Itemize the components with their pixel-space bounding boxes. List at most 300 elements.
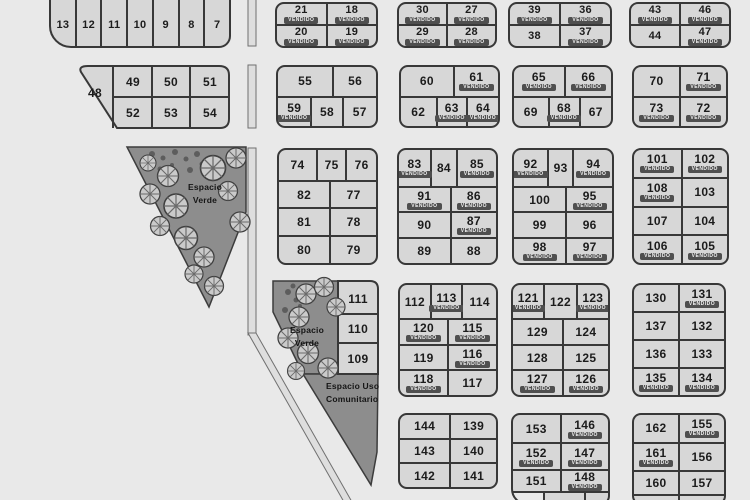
lot-10[interactable] [128, 0, 152, 46]
lot-number: 126 [575, 372, 597, 387]
lot-number: 28 [465, 25, 478, 38]
espacio-uso-comunitario-label: Espacio Uso Comunitario [326, 381, 380, 405]
lot-52[interactable]: 52 [126, 106, 140, 120]
lot-156[interactable] [680, 444, 724, 470]
lot-number: 131 [691, 287, 713, 301]
lot-144[interactable] [400, 415, 449, 438]
lot-number: 156 [691, 449, 713, 464]
lot-54[interactable]: 54 [203, 106, 217, 120]
lot-160[interactable] [634, 472, 678, 494]
lot-number: 70 [649, 74, 664, 89]
lot-61[interactable] [455, 67, 498, 96]
vendido-badge: VENDIDO [686, 84, 720, 91]
lot-number: 43 [648, 3, 662, 16]
lot-105[interactable] [683, 236, 727, 263]
lot-115[interactable] [449, 320, 496, 344]
lot-number: 29 [416, 25, 429, 38]
lot-111[interactable]: 111 [348, 292, 368, 306]
espacio-verde-2-label: Espacio Verde [290, 325, 324, 349]
lot-number: 106 [646, 238, 668, 253]
lot-147[interactable] [562, 444, 609, 469]
lot-123[interactable] [578, 285, 608, 318]
vendido-badge: VENDIDO [454, 17, 488, 24]
lot-number: 96 [582, 218, 597, 233]
vendido-badge: VENDIDO [568, 39, 602, 46]
lot-27[interactable] [448, 4, 495, 24]
lot-number: 122 [550, 294, 571, 309]
block-43-47 [629, 2, 731, 48]
block-139-144 [398, 413, 498, 489]
lot-81[interactable] [279, 209, 329, 235]
lot-51[interactable]: 51 [203, 75, 217, 89]
lot-107[interactable] [634, 208, 681, 235]
vendido-badge: VENDIDO [284, 17, 318, 24]
lot-129[interactable] [513, 320, 562, 344]
lot-number: 61 [469, 70, 484, 85]
lot-96[interactable] [567, 213, 612, 237]
lot-number: 74 [290, 157, 305, 172]
lot-number: 82 [297, 187, 312, 202]
lot-75[interactable] [318, 150, 345, 180]
lot-number: 79 [346, 243, 361, 258]
lot-72[interactable] [681, 98, 726, 127]
block-60-64 [399, 65, 500, 128]
block-7-13 [49, 0, 231, 48]
lot-number: 78 [346, 215, 361, 230]
lot-number: 91 [417, 188, 432, 203]
lot-number: 80 [297, 243, 312, 258]
lot-95[interactable] [567, 188, 612, 212]
lot-number: 114 [469, 294, 490, 309]
lot-number: 19 [345, 25, 359, 38]
lot-122[interactable] [545, 285, 575, 318]
lot-56[interactable] [334, 67, 376, 96]
vendido-badge: VENDIDO [576, 171, 610, 178]
vendido-badge: VENDIDO [405, 39, 439, 46]
lot-114[interactable] [463, 285, 496, 318]
lot-155[interactable] [680, 415, 724, 442]
lot-57[interactable] [344, 98, 376, 127]
lot-partial[interactable] [545, 493, 585, 500]
lot-number: 63 [444, 100, 459, 115]
lot-151[interactable] [513, 471, 560, 491]
lot-partial[interactable] [586, 493, 608, 500]
lot-8[interactable] [180, 0, 204, 46]
lot-number: 12 [82, 18, 95, 31]
lot-67[interactable] [581, 98, 611, 127]
lot-number: 117 [462, 376, 483, 391]
lot-93[interactable] [549, 150, 573, 186]
road-gap [513, 493, 543, 500]
lot-7[interactable] [205, 0, 229, 46]
lot-number: 21 [294, 3, 308, 16]
vendido-badge: VENDIDO [639, 385, 673, 392]
vendido-badge: VENDIDO [688, 17, 722, 24]
lot-130[interactable] [634, 285, 678, 311]
lot-153[interactable] [513, 415, 560, 442]
lot-131[interactable] [680, 285, 724, 311]
lot-number: 83 [407, 156, 422, 171]
vendido-badge: VENDIDO [568, 432, 602, 439]
lot-number: 27 [465, 3, 478, 16]
lot-number: 76 [354, 157, 369, 172]
vendido-badge: VENDIDO [407, 203, 441, 210]
lot-number: 140 [463, 444, 485, 458]
lot-number: 141 [463, 468, 485, 483]
lot-number: 90 [417, 218, 432, 233]
lot-71[interactable] [681, 67, 726, 96]
vendido-badge: VENDIDO [454, 39, 488, 46]
lot-number: 103 [694, 185, 716, 200]
lot-number: 148 [574, 469, 596, 484]
vendido-badge: VENDIDO [460, 171, 494, 178]
lot-73[interactable] [634, 98, 679, 127]
lot-63[interactable] [438, 98, 467, 127]
lot-11[interactable] [102, 0, 126, 46]
block-101-108 [632, 148, 729, 265]
lot-number: 116 [462, 346, 483, 361]
vendido-badge: VENDIDO [520, 386, 554, 393]
lot-137[interactable] [634, 313, 678, 339]
lot-87[interactable] [452, 213, 496, 237]
lot-85[interactable] [458, 150, 496, 186]
vendido-badge: VENDIDO [519, 460, 553, 467]
lot-113[interactable] [432, 285, 462, 318]
lot-number: 85 [469, 156, 484, 171]
block-146-153 [511, 413, 610, 500]
lot-number: 44 [648, 29, 662, 42]
lot-number: 104 [694, 213, 716, 228]
lot-124[interactable] [564, 320, 608, 344]
vendido-badge: VENDIDO [688, 166, 722, 173]
vendido-badge: VENDIDO [517, 17, 551, 24]
lot-12[interactable] [77, 0, 101, 46]
vendido-badge: VENDIDO [435, 115, 469, 122]
lot-number: 125 [575, 350, 597, 365]
lot-number: 81 [297, 215, 312, 230]
lot-number: 128 [526, 350, 548, 365]
lot-141[interactable] [451, 464, 496, 487]
lot-number: 121 [517, 290, 539, 305]
lot-39[interactable] [510, 4, 559, 24]
block-18-21 [275, 2, 378, 48]
lot-64[interactable] [468, 98, 498, 127]
lot-106[interactable] [634, 236, 681, 263]
lot-91[interactable] [399, 188, 450, 212]
lot-125[interactable] [564, 346, 608, 370]
lot-139[interactable] [451, 415, 496, 438]
lot-134[interactable] [680, 369, 724, 395]
lot-number: 87 [466, 214, 481, 229]
vendido-badge: VENDIDO [284, 39, 318, 46]
lot-65[interactable] [514, 67, 564, 96]
block-65-69 [512, 65, 613, 128]
lot-number: 147 [574, 445, 596, 460]
lot-116[interactable] [449, 346, 496, 370]
lot-77[interactable] [331, 182, 376, 208]
lot-number: 137 [645, 319, 667, 333]
lot-number: 97 [582, 240, 597, 255]
lot-number: 13 [56, 18, 70, 31]
lot-92[interactable] [514, 150, 547, 186]
vendido-badge: VENDIDO [397, 171, 431, 178]
lot-117[interactable] [449, 371, 496, 395]
lot-number: 153 [525, 421, 547, 436]
lot-48[interactable]: 48 [88, 86, 102, 100]
lot-number: 113 [436, 290, 457, 305]
lot-140[interactable] [451, 440, 496, 463]
lot-number: 68 [557, 100, 571, 115]
lot-101[interactable] [634, 150, 681, 177]
vendido-badge: VENDIDO [573, 203, 607, 210]
lot-78[interactable] [331, 209, 376, 235]
lot-161[interactable] [634, 444, 678, 470]
lot-132[interactable] [680, 313, 724, 339]
lot-50[interactable]: 50 [164, 75, 178, 89]
lot-21[interactable] [277, 4, 326, 24]
lot-number: 77 [346, 187, 361, 202]
lot-number: 7 [213, 18, 221, 31]
vendido-badge: VENDIDO [685, 385, 719, 392]
block-55-59 [276, 65, 378, 128]
lot-number: 39 [528, 3, 541, 16]
lot-number: 123 [582, 290, 604, 305]
vendido-badge: VENDIDO [277, 115, 311, 122]
lot-19[interactable] [328, 26, 377, 46]
lot-44[interactable] [631, 26, 679, 46]
lot-number: 108 [646, 181, 668, 196]
lot-number: 120 [413, 320, 434, 335]
lot-84[interactable] [432, 150, 456, 186]
block-130-137 [632, 283, 726, 397]
lot-number: 95 [582, 188, 597, 203]
lot-number: 66 [581, 70, 596, 85]
block-112-120 [398, 283, 498, 397]
vendido-badge: VENDIDO [429, 305, 463, 312]
lot-20[interactable] [277, 26, 326, 46]
lot-number: 99 [532, 218, 547, 233]
vendido-badge: VENDIDO [638, 17, 672, 24]
lot-62[interactable] [401, 98, 436, 127]
vendido-badge: VENDIDO [523, 254, 557, 261]
lot-number: 38 [528, 29, 541, 42]
lot-121[interactable] [513, 285, 543, 318]
lot-136[interactable] [634, 341, 678, 367]
lot-partial[interactable] [634, 496, 678, 500]
lot-47[interactable] [681, 26, 729, 46]
lot-70[interactable] [634, 67, 679, 96]
lot-112[interactable] [400, 285, 430, 318]
lot-58[interactable] [312, 98, 341, 127]
lot-number: 57 [352, 104, 367, 119]
lot-109[interactable]: 109 [347, 352, 369, 366]
lot-79[interactable] [331, 237, 376, 263]
lot-number: 18 [345, 3, 359, 16]
lot-80[interactable] [279, 237, 329, 263]
vendido-badge: VENDIDO [639, 460, 673, 467]
lot-49[interactable]: 49 [126, 75, 140, 89]
vendido-badge: VENDIDO [568, 460, 602, 467]
espacio-verde-1-label: Espacio Verde [188, 182, 222, 206]
lot-13[interactable] [51, 0, 75, 46]
lot-89[interactable] [399, 239, 450, 263]
vendido-badge: VENDIDO [571, 84, 605, 91]
block-83-91 [397, 148, 498, 265]
lot-119[interactable] [400, 346, 447, 370]
vendido-badge: VENDIDO [686, 115, 720, 122]
lot-number: 11 [108, 18, 121, 31]
lot-100[interactable] [514, 188, 565, 212]
vendido-badge: VENDIDO [639, 115, 673, 122]
lot-number: 62 [411, 104, 426, 119]
lot-number: 58 [320, 104, 334, 119]
lot-number: 46 [698, 3, 712, 16]
lot-135[interactable] [634, 369, 678, 395]
lot-9[interactable] [154, 0, 178, 46]
lot-127[interactable] [513, 371, 562, 395]
lot-number: 157 [691, 475, 713, 490]
lot-number: 75 [324, 157, 339, 172]
lot-38[interactable] [510, 26, 559, 46]
lot-69[interactable] [514, 98, 548, 127]
lot-number: 89 [417, 244, 432, 259]
vendido-badge: VENDIDO [511, 305, 545, 312]
lot-30[interactable] [399, 4, 446, 24]
lot-number: 94 [586, 156, 601, 171]
lot-number: 93 [553, 160, 568, 175]
lot-146[interactable] [562, 415, 609, 442]
lot-number: 127 [526, 372, 548, 387]
lot-37[interactable] [561, 26, 610, 46]
lot-number: 47 [698, 25, 712, 38]
lot-104[interactable] [683, 208, 727, 235]
lot-86[interactable] [452, 188, 496, 212]
lot-number: 139 [463, 419, 485, 434]
lot-53[interactable]: 53 [164, 106, 178, 120]
lot-number: 132 [691, 319, 713, 333]
lot-number: 72 [696, 100, 711, 115]
lot-number: 56 [348, 74, 363, 89]
lot-120[interactable] [400, 320, 447, 344]
lot-number: 136 [645, 347, 667, 361]
lot-98[interactable] [514, 239, 565, 263]
lot-94[interactable] [574, 150, 612, 186]
lot-partial[interactable] [680, 496, 724, 500]
lot-118[interactable] [400, 371, 447, 395]
lot-97[interactable] [567, 239, 612, 263]
vendido-badge: VENDIDO [459, 84, 493, 91]
lot-29[interactable] [399, 26, 446, 46]
lot-102[interactable] [683, 150, 727, 177]
lot-55[interactable] [278, 67, 332, 96]
block-36-39 [508, 2, 612, 48]
lot-number: 143 [414, 444, 436, 458]
lot-142[interactable] [400, 464, 449, 487]
lot-99[interactable] [514, 213, 565, 237]
lot-number: 161 [645, 445, 667, 460]
vendido-badge: VENDIDO [405, 17, 439, 24]
lot-68[interactable] [550, 98, 579, 127]
lot-76[interactable] [347, 150, 376, 180]
lot-43[interactable] [631, 4, 679, 24]
lot-number: 144 [414, 419, 436, 434]
lot-126[interactable] [564, 371, 608, 395]
lot-143[interactable] [400, 440, 449, 463]
lot-number: 64 [476, 100, 490, 115]
lot-number: 10 [133, 18, 147, 31]
lot-46[interactable] [681, 4, 729, 24]
lot-number: 100 [529, 192, 551, 207]
lot-162[interactable] [634, 415, 678, 442]
lot-number: 130 [645, 291, 667, 305]
lot-number: 133 [691, 347, 713, 361]
block-27-30 [397, 2, 497, 48]
lot-number: 36 [579, 3, 592, 16]
lot-number: 69 [523, 104, 538, 119]
vendido-badge: VENDIDO [457, 203, 491, 210]
lot-number: 92 [523, 156, 538, 171]
lot-83[interactable] [399, 150, 430, 186]
lot-number: 134 [691, 371, 713, 385]
lot-103[interactable] [683, 179, 727, 206]
lot-number: 65 [531, 70, 546, 85]
vendido-badge: VENDIDO [335, 39, 369, 46]
lot-157[interactable] [680, 472, 724, 494]
lot-number: 146 [574, 417, 596, 432]
lot-number: 119 [413, 350, 434, 365]
lot-108[interactable] [634, 179, 681, 206]
lot-number: 118 [413, 372, 434, 387]
vendido-badge: VENDIDO [685, 431, 719, 438]
vendido-badge: VENDIDO [457, 228, 491, 235]
lot-152[interactable] [513, 444, 560, 469]
lot-number: 102 [694, 152, 716, 167]
lot-number: 142 [414, 468, 436, 483]
vendido-badge: VENDIDO [688, 39, 722, 46]
lot-number: 71 [696, 70, 711, 85]
vendido-badge: VENDIDO [406, 386, 440, 393]
lot-number: 160 [645, 475, 667, 490]
vendido-badge: VENDIDO [640, 195, 674, 202]
lot-128[interactable] [513, 346, 562, 370]
lot-59[interactable] [278, 98, 310, 127]
lot-148[interactable] [562, 471, 609, 491]
vendido-badge: VENDIDO [466, 115, 500, 122]
lot-82[interactable] [279, 182, 329, 208]
lot-number: 105 [694, 238, 716, 253]
lot-60[interactable] [401, 67, 453, 96]
lot-133[interactable] [680, 341, 724, 367]
lot-number: 101 [646, 152, 668, 167]
lot-36[interactable] [561, 4, 610, 24]
vendido-badge: VENDIDO [569, 386, 603, 393]
lot-18[interactable] [328, 4, 377, 24]
lot-88[interactable] [452, 239, 496, 263]
lot-number: 73 [649, 100, 664, 115]
lot-number: 162 [645, 421, 667, 436]
lot-110[interactable]: 110 [347, 322, 369, 336]
vendido-badge: VENDIDO [568, 484, 602, 491]
lot-number: 20 [294, 25, 308, 38]
lot-90[interactable] [399, 213, 450, 237]
vendido-badge: VENDIDO [522, 84, 556, 91]
block-70-73 [632, 65, 728, 128]
block-74-82 [277, 148, 378, 265]
lot-66[interactable] [566, 67, 611, 96]
lot-number: 8 [188, 18, 195, 31]
lot-74[interactable] [279, 150, 316, 180]
lot-28[interactable] [448, 26, 495, 46]
